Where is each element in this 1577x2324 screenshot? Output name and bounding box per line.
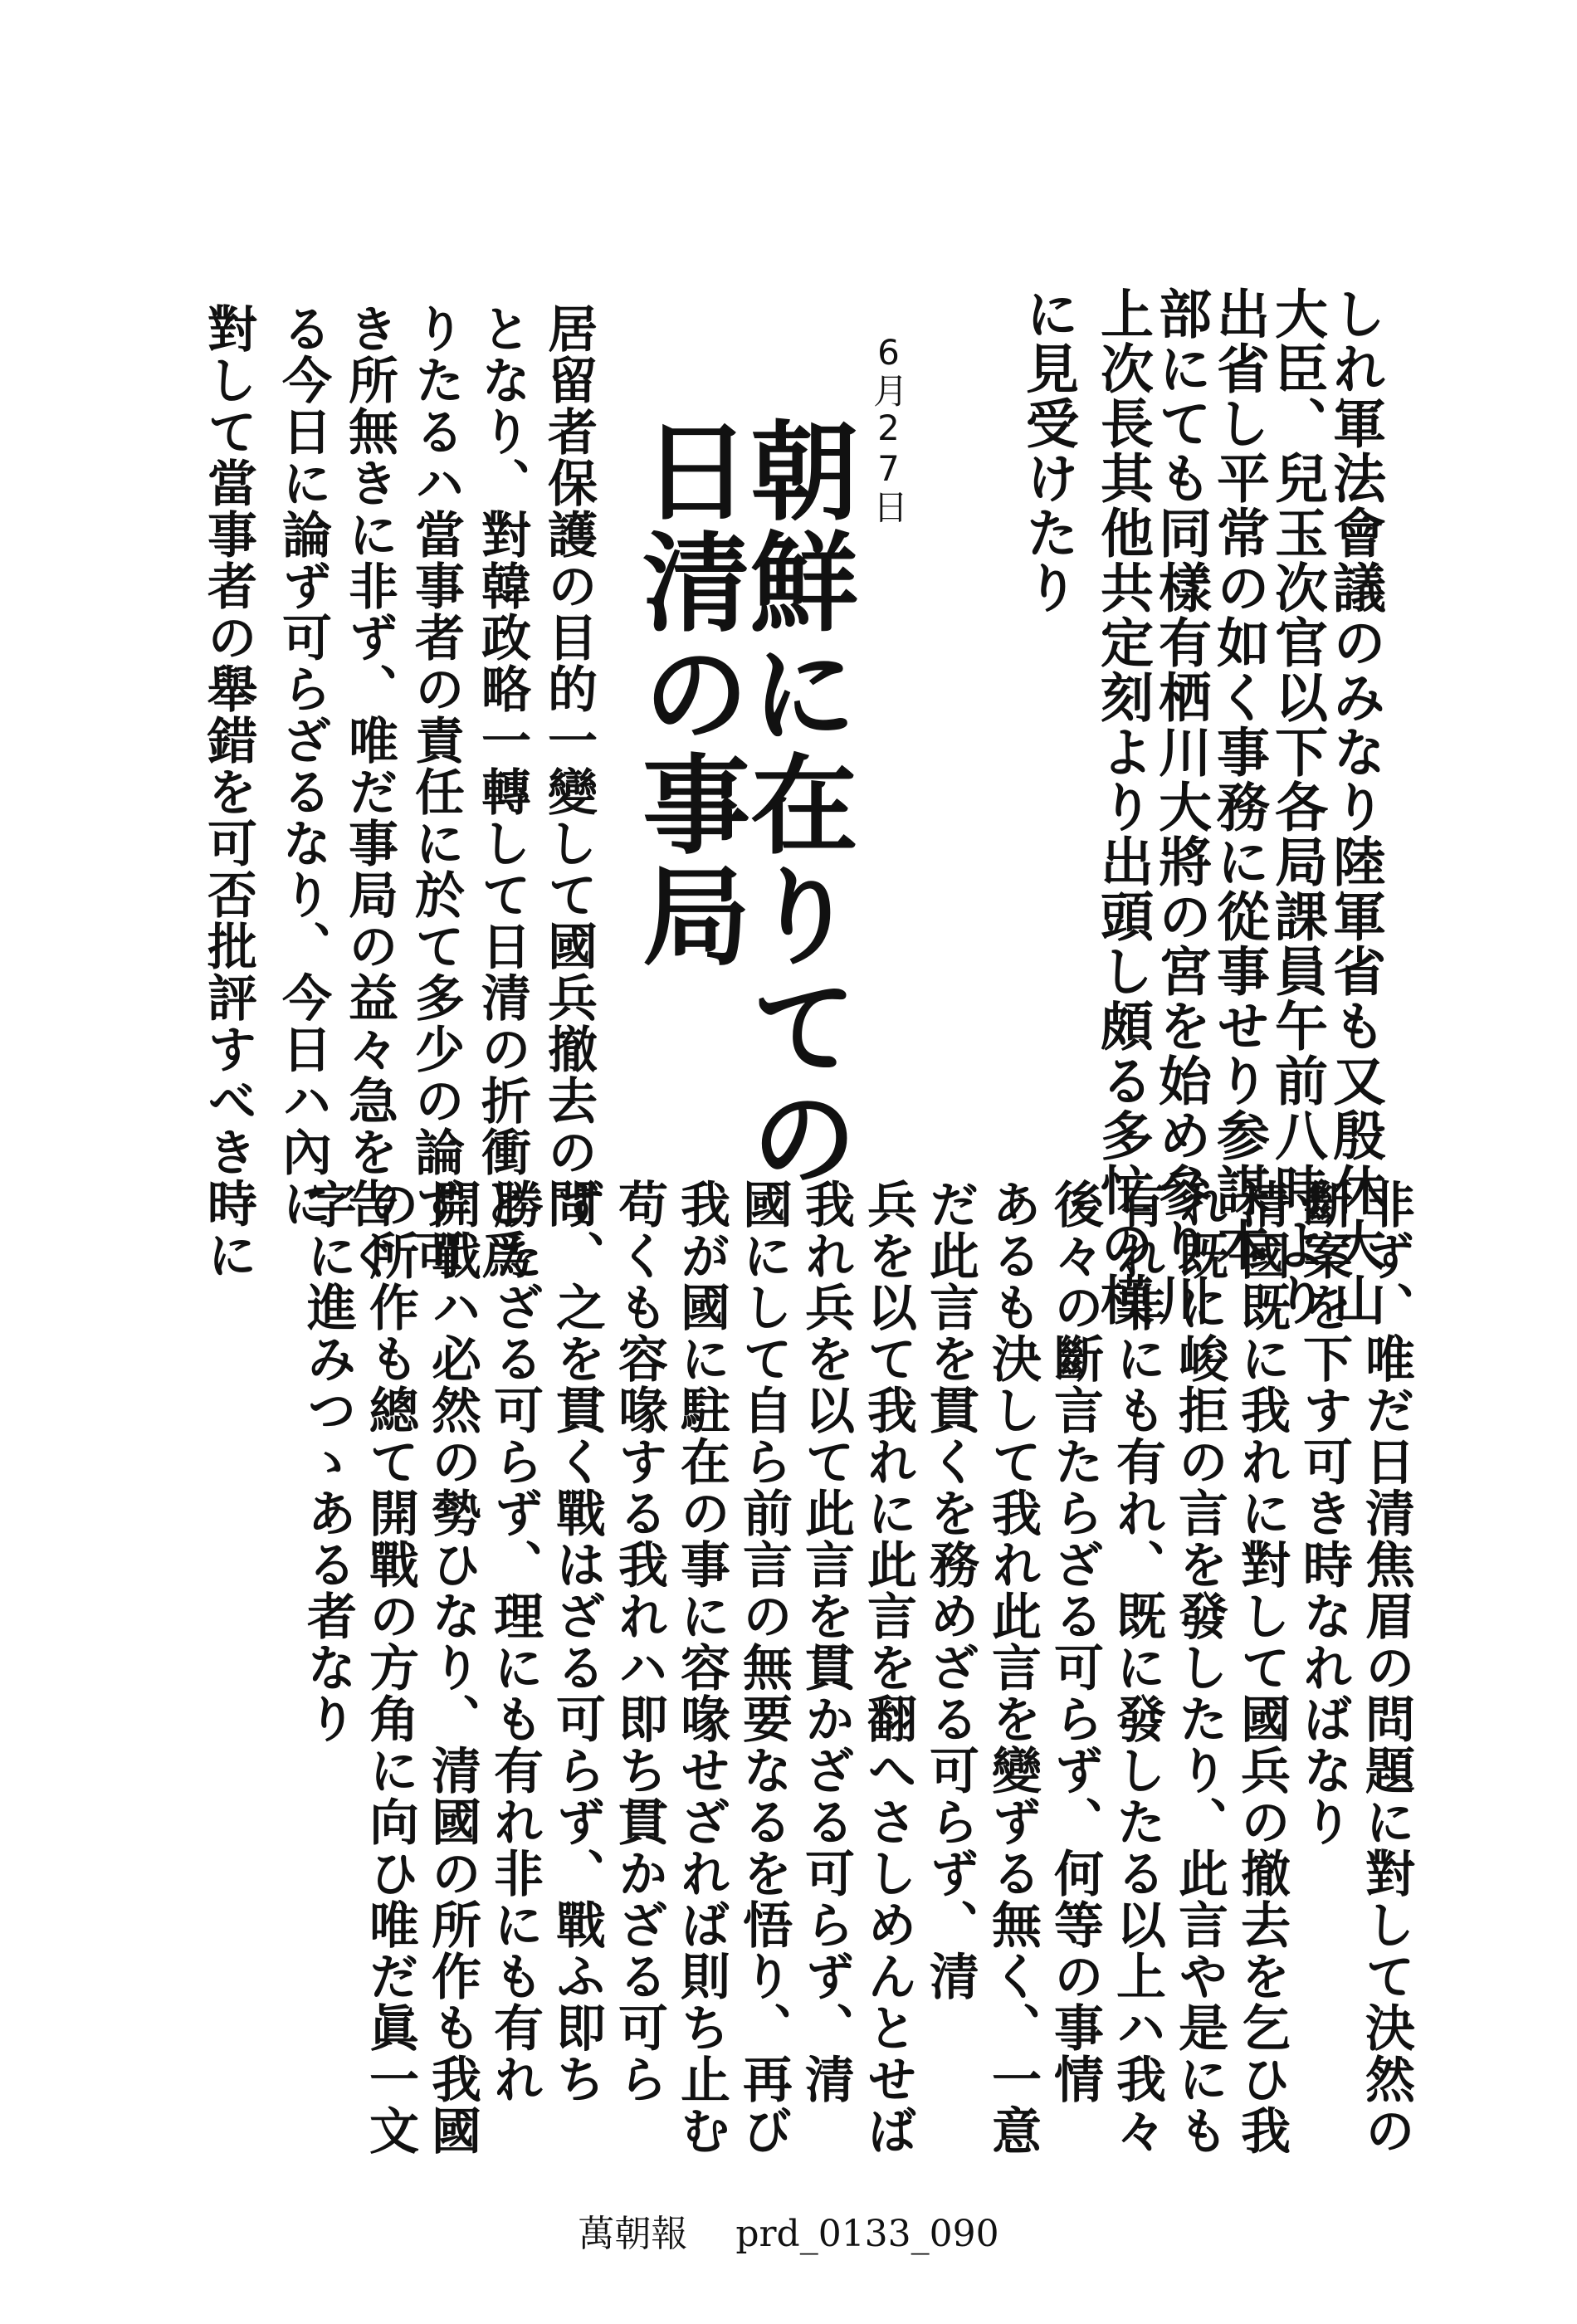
article-column: だ此言を貫くを務めざる可らず、清 xyxy=(921,1179,979,2002)
article-column: 非ず、唯だ日清焦眉の問題に對して決然の xyxy=(1357,1179,1415,2156)
article-column: あるも決して我れ此言を變ずる無く、一意 xyxy=(984,1179,1042,2156)
article-column: 後々の斷言たらざる可らず、何等の事情 xyxy=(1046,1179,1104,2105)
page-code: prd_0133_090 xyxy=(735,2213,999,2255)
article-column: 有れ非にも有れ、既に發したる以上ハ我々 xyxy=(1108,1179,1166,2156)
publication-name: 萬朝報 xyxy=(578,2213,688,2255)
article-column: 國にして自ら前言の無要なるを悟り、再び xyxy=(735,1179,793,2156)
article-column: 清國既に我れに對して國兵の撤去を乞ひ我 xyxy=(1233,1179,1291,2156)
article-column: る今日に論ず可らざるなり、今日ハ內に xyxy=(274,303,332,1229)
continuation-column: 部にても同樣有栖川大將の宮を始め參り川 xyxy=(1150,286,1212,1327)
article-column: 我れ兵を以て此言を貫かざる可らず、清 xyxy=(797,1179,855,2105)
article-column: 斷案を下す可き時なればなり xyxy=(1295,1179,1353,1848)
article-column: 勝たざる可らず、理にも有れ非にも有れ xyxy=(486,1179,544,2105)
continuation-column: 上次長其他共定刻より出頭し頗る多忙の模 xyxy=(1091,286,1154,1327)
article-column: 居留者保護の目的一變して國兵撤去の問 xyxy=(540,303,598,1229)
article-column: 苟くも容喙する我れハ即ち貫かざる可ら xyxy=(610,1179,668,2105)
article-column: りたるハ當事者の責任に於て多少の論ず可 xyxy=(407,303,465,1281)
continuation-column: 大臣、兒玉次官以下各局課員午前八時より xyxy=(1266,286,1328,1327)
article-column: 我が國に駐在の事に容喙せざれば則ち止む xyxy=(672,1179,730,2156)
article-column: の所作も總て開戰の方角に向ひ唯だ眞一文 xyxy=(361,1179,419,2156)
article-column: 開戰ハ必然の勢ひなり、清國の所作も我國 xyxy=(423,1179,481,2156)
article-date: 6月27日 xyxy=(868,332,909,524)
article-column: き所無きに非ず、唯だ事局の益々急を告ぐ xyxy=(340,303,398,1281)
continuation-column: しれ軍法會議のみなり陸軍省も又殷休大山 xyxy=(1324,286,1386,1327)
continuation-column: 出省し平常の如く事務に從事せり参謀本 xyxy=(1208,286,1270,1272)
continuation-column: に見受けたり xyxy=(1017,286,1079,615)
headline-line-1: 朝鮮に在りての xyxy=(732,415,860,1194)
article-column: 字に進みつゝある者なり xyxy=(299,1179,357,1745)
article-column: ず、之を貫く戰はざる可らず、戰ふ即ち xyxy=(548,1179,606,2105)
article-column: となり、對韓政略一轉して日清の折衝と爲 xyxy=(473,303,531,1281)
page-footer xyxy=(0,2204,1577,2257)
article-column: 兵を以て我れに此言を翻へさしめんとせば xyxy=(859,1179,917,2156)
article-column: れ既に峻拒の言を發したり、此言や是にも xyxy=(1170,1179,1228,2156)
headline-line-2: 日清の事局 xyxy=(624,415,752,971)
article-column: 對して當事者の舉錯を可否批評すべき時に xyxy=(199,303,257,1281)
